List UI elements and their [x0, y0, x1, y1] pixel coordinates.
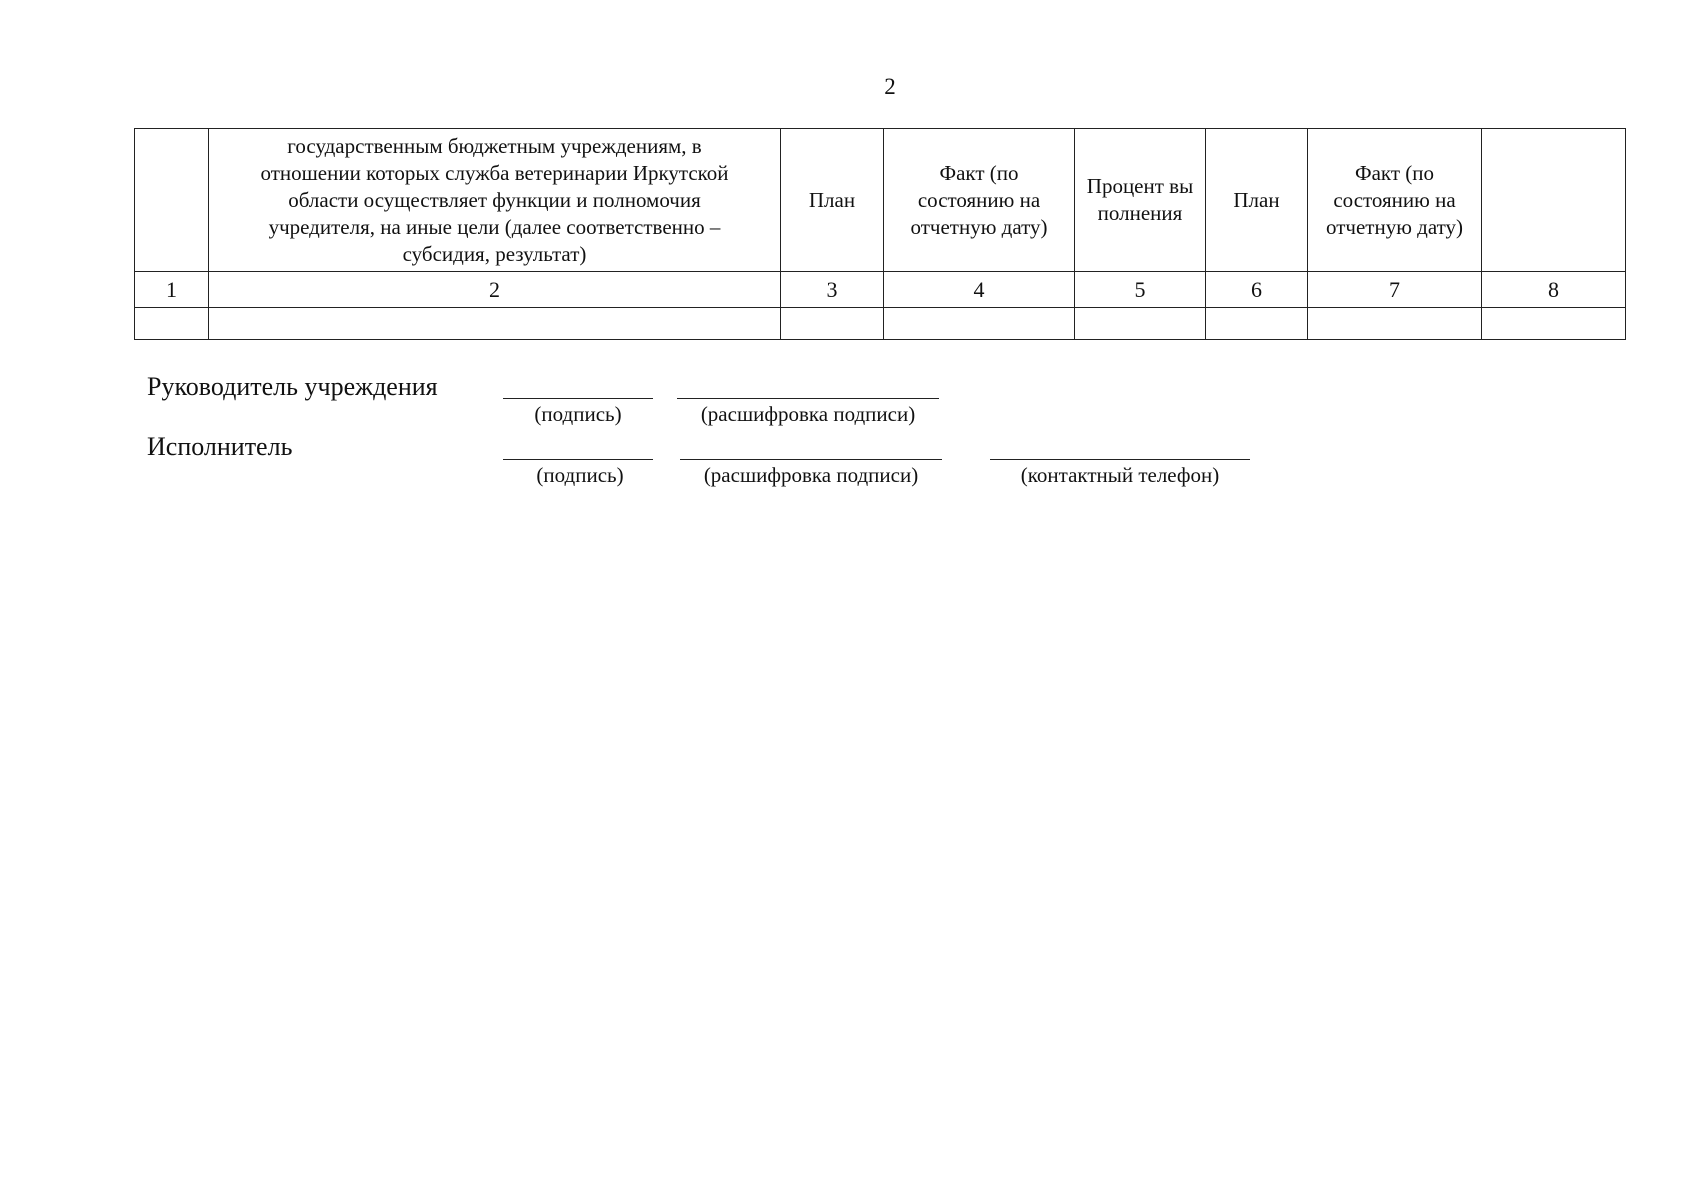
- column-number-cell: 3: [781, 272, 884, 308]
- header-cell-6: План: [1206, 129, 1308, 272]
- table-cell: [1206, 308, 1308, 340]
- column-number-cell: 8: [1482, 272, 1626, 308]
- column-number-cell: 6: [1206, 272, 1308, 308]
- executor-signature-caption: (подпись): [536, 463, 624, 487]
- head-signature-label: Руководитель учреждения: [147, 372, 438, 401]
- report-table: [134, 128, 1626, 340]
- header-cell-1: [135, 129, 209, 272]
- page-number: 2: [884, 74, 896, 99]
- column-number-cell: 2: [209, 272, 781, 308]
- header-cell-3: План: [781, 129, 884, 272]
- header-cell-8: [1482, 129, 1626, 272]
- header-cell-7: Факт (по состоянию на отчетную дату): [1308, 129, 1482, 272]
- header-cell-2-text: государственным бюджетным учреждениям, в отношении которых служба ветеринарии Иркутской области осуществляет функции и полномочия учредителя, на иные цели (далее соответственно – субсидия, результат): [260, 133, 729, 266]
- column-number-cell: 1: [135, 272, 209, 308]
- executor-signature-label: Исполнитель: [147, 432, 293, 461]
- executor-decoding-caption: (расшифровка подписи): [703, 463, 919, 487]
- header-cell-4: Факт (по состоянию на отчетную дату): [884, 129, 1075, 272]
- executor-phone-line: [990, 459, 1250, 460]
- table-cell: [1482, 308, 1626, 340]
- table-cell: [1075, 308, 1206, 340]
- head-decoding-line: [677, 398, 939, 399]
- table-data-row: [135, 308, 1626, 340]
- table-cell: [884, 308, 1075, 340]
- column-number-cell: 5: [1075, 272, 1206, 308]
- column-number-cell: 4: [884, 272, 1075, 308]
- head-decoding-caption: (расшифровка подписи): [700, 402, 916, 426]
- table-cell: [781, 308, 884, 340]
- column-number-cell: 7: [1308, 272, 1482, 308]
- head-signature-caption: (подпись): [534, 402, 622, 426]
- table-cell: [135, 308, 209, 340]
- executor-decoding-line: [680, 459, 942, 460]
- executor-signature-line: [503, 459, 653, 460]
- table-cell: [209, 308, 781, 340]
- head-signature-line: [503, 398, 653, 399]
- table-header-row: [135, 129, 1626, 272]
- header-cell-2: [209, 129, 781, 272]
- table-cell: [1308, 308, 1482, 340]
- column-number-row: [135, 272, 1626, 308]
- executor-phone-caption: (контактный телефон): [1020, 463, 1220, 487]
- header-cell-5: Процент выполнения: [1075, 129, 1206, 272]
